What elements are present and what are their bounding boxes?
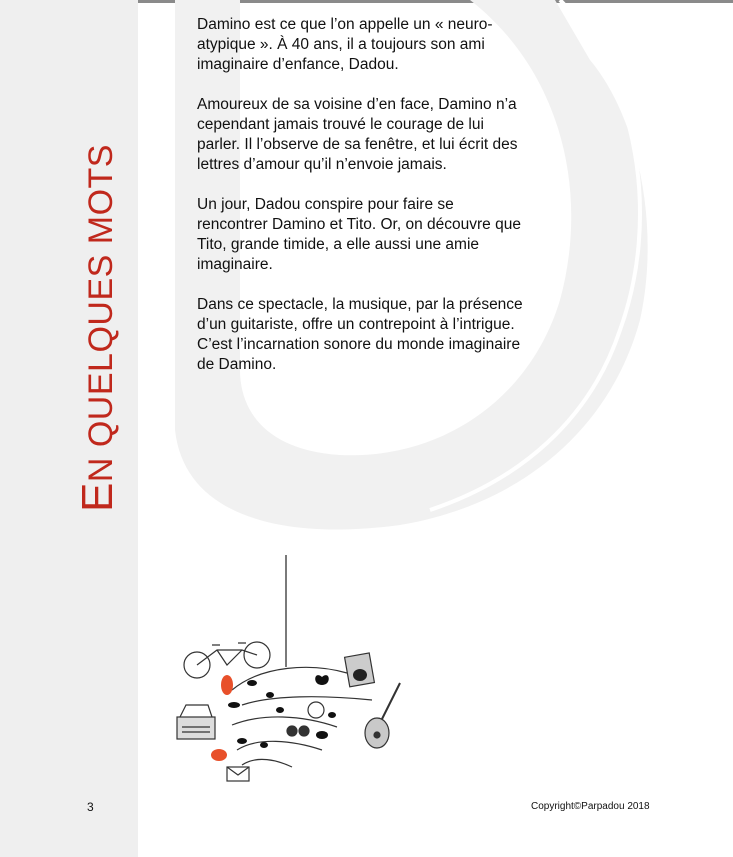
red-shape (211, 749, 227, 761)
section-title: EN QUELQUES MOTS (73, 144, 122, 512)
mobile-illustration (172, 555, 412, 795)
guitar-icon (365, 683, 400, 748)
tandem-bicycle-icon (184, 642, 270, 678)
butterfly-icon (315, 675, 329, 685)
paragraph: Amoureux de sa voisine d’en face, Damino n’a cependant jamais trouvé le courage de lui parler. Il l’observe de sa fenêtre, et lui écrit des lettres d’amour qu’il n’envoie jamais. (197, 96, 518, 173)
typewriter-icon (177, 705, 215, 739)
red-shape (221, 675, 233, 695)
photo-frame-icon (345, 653, 375, 687)
paragraph: Dans ce spectacle, la musique, par la présence d’un guitariste, offre un contrepoint à l’intrigue. C’est l’incarnation sonore du monde imaginaire de Damino. (197, 296, 523, 373)
paragraph: Un jour, Dadou conspire pour faire se rencontrer Damino et Tito. Or, on découvre que Tito, grande timide, a elle aussi une amie imaginaire. (197, 196, 521, 273)
clock-icon (308, 702, 324, 718)
copyright: Copyright©Parpadou 2018 (531, 801, 650, 812)
page-number: 3 (87, 800, 94, 814)
binoculars-icon (287, 726, 309, 736)
body-text (197, 15, 527, 395)
envelope-icon (227, 767, 249, 781)
paragraph: Damino est ce que l’on appelle un « neuro-atypique ». À 40 ans, il a toujours son ami imaginaire d’enfance, Dadou. (197, 16, 493, 73)
